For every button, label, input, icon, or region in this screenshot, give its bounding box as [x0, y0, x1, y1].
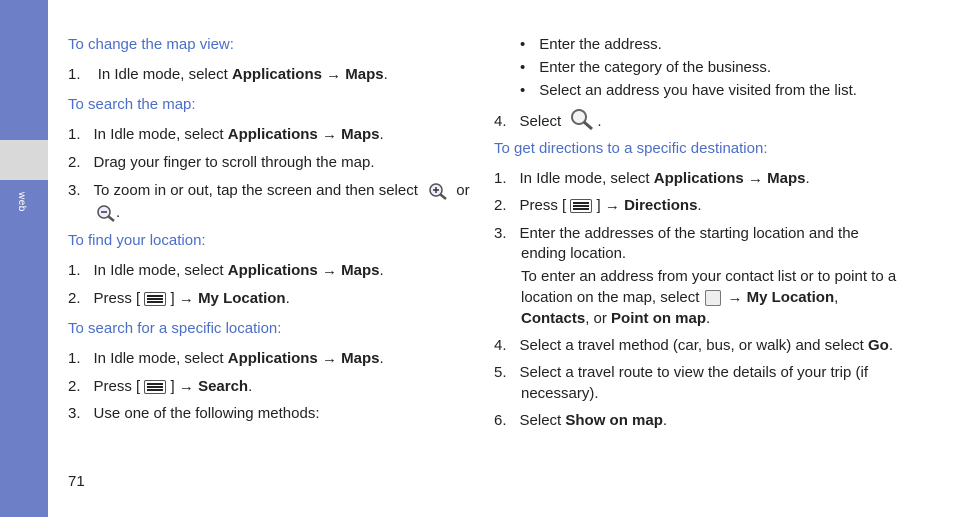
list-item: 1. In Idle mode, select Applications → Maps.	[68, 350, 384, 367]
my-location-icon	[705, 290, 721, 306]
menu-key-icon	[570, 199, 592, 213]
list-item-cont: necessary).	[521, 385, 599, 402]
list-item: 2. Press [ ] → My Location.	[68, 290, 290, 307]
note-line: location on the map, select → My Location,	[521, 289, 839, 306]
bullet-item: • Enter the category of the business.	[520, 59, 772, 76]
heading-get-directions: To get directions to a specific destination:	[494, 140, 768, 157]
list-item: 3. Enter the addresses of the starting location and the	[494, 225, 859, 242]
heading-find-location: To find your location:	[68, 232, 206, 249]
sidebar	[0, 0, 48, 517]
list-item: 3. Use one of the following methods:	[68, 405, 320, 422]
bullet-item: • Enter the address.	[520, 36, 662, 53]
list-item: 5. Select a travel route to view the details of your trip (if	[494, 364, 869, 381]
list-item: 1. In Idle mode, select Applications → Maps.	[68, 262, 384, 279]
heading-search-specific-location: To search for a specific location:	[68, 320, 282, 337]
list-item: 3. To zoom in or out, tap the screen and then select or	[68, 182, 470, 199]
list-item: 1. In Idle mode, select Applications → Maps.	[68, 126, 384, 143]
sidebar-label: web	[16, 192, 27, 212]
list-item: 4. Select .	[494, 108, 602, 136]
list-item: 1. In Idle mode, select Applications → Maps.	[494, 170, 810, 187]
list-item-cont: .	[96, 204, 120, 222]
zoom-in-icon	[428, 182, 448, 200]
heading-search-map: To search the map:	[68, 96, 196, 113]
sidebar-tab-web[interactable]	[0, 140, 48, 180]
menu-key-icon	[144, 292, 166, 306]
list-item: 4. Select a travel method (car, bus, or walk) and select Go.	[494, 337, 894, 354]
list-item: 2. Drag your finger to scroll through the map.	[68, 154, 375, 171]
list-item: 1. In Idle mode, select Applications → Maps.	[68, 66, 388, 83]
bullet-item: • Select an address you have visited from the list.	[520, 82, 857, 99]
note-line: To enter an address from your contact list or to point to a	[521, 268, 897, 285]
search-icon	[569, 108, 595, 130]
note-line: Contacts, or Point on map.	[521, 310, 711, 327]
list-item: 2. Press [ ] → Search.	[68, 378, 253, 395]
page-number: 71	[68, 473, 85, 490]
menu-key-icon	[144, 380, 166, 394]
heading-change-map-view: To change the map view:	[68, 36, 234, 53]
list-item-cont: ending location.	[521, 245, 627, 262]
zoom-out-icon	[96, 204, 116, 222]
list-item: 2. Press [ ] → Directions.	[494, 197, 702, 214]
list-item: 6. Select Show on map.	[494, 412, 668, 429]
